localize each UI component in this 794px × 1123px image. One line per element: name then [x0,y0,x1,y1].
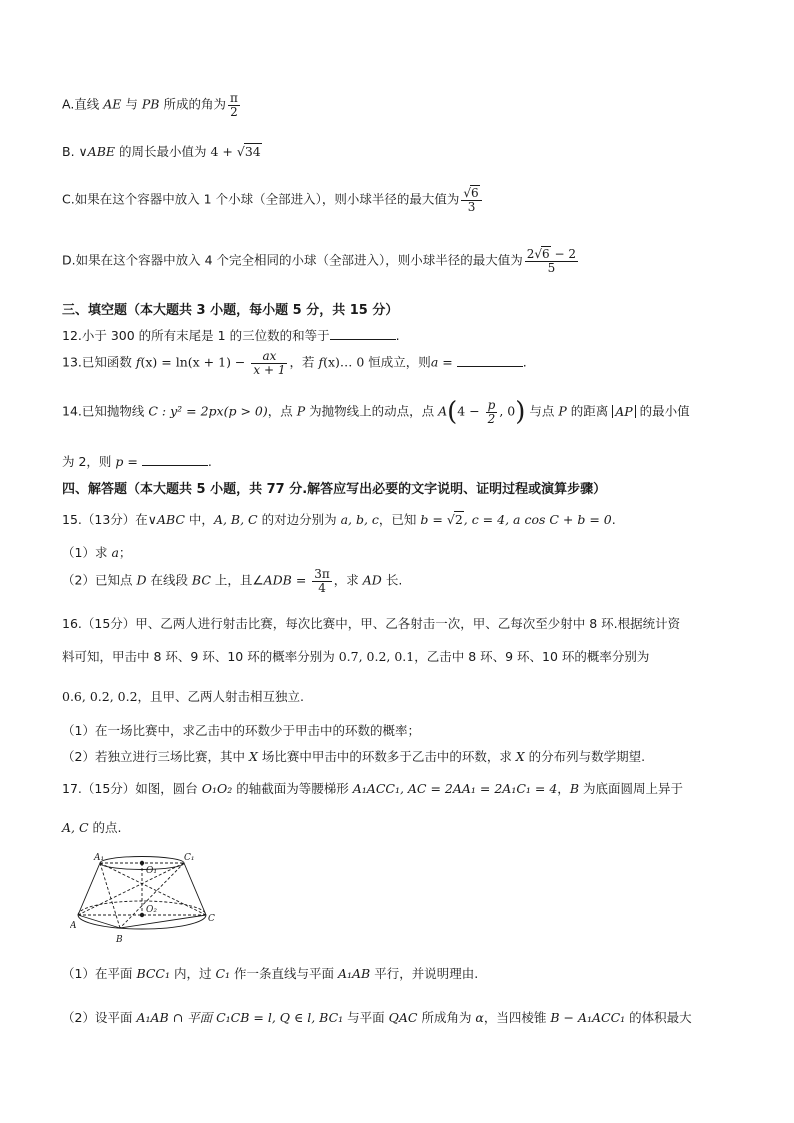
q17-2-mid2: 所成角为 [417,1010,476,1025]
q15-mid3: ，已知 [378,512,421,527]
frustum-o1o2: O₁O₂ [201,781,233,796]
segment-ad: AD [362,572,382,588]
line-ae: AE [103,96,122,112]
q15-1-end: ； [118,545,132,560]
option-b-prefix: B. [62,144,79,159]
triangle-abe: ∨ABE [78,144,116,159]
point-a: A [438,403,448,419]
angle-adb: ADB [263,572,292,588]
q13-post: 恒成立，则 [364,354,431,370]
question-14-line1 [62,397,690,428]
option-b [62,142,262,160]
point-o2 [140,913,144,917]
var-a: a [111,545,119,560]
sqrt-sign: √ [236,144,245,159]
section-3-heading: 三、填空题（本大题共 3 小题，每小题 5 分，共 15 分） [62,303,399,318]
probs-yi: 0.6, 0.2, 0.2 [62,689,138,704]
q14-ppost: , 0 [499,403,516,419]
q14-pre: 14.已知抛物线 [62,403,149,419]
option-d [62,248,580,274]
question-16-part1: （1）在一场比赛中，求乙击中的环数少于甲击中的环数的概率； [62,723,420,738]
q16-post: ，乙击中 8 环、9 环、10 环的概率分别为 [414,649,650,664]
q17-1-mid: 内，过 [170,966,216,981]
frac-den: 5 [547,260,556,275]
segment-bc: BC [191,572,211,588]
question-17-part1 [62,964,478,982]
sqrt-6: 6 [542,247,550,261]
q16-2-post: 的分布列与数学期望. [524,749,646,764]
label-o2: O₂ [146,905,157,915]
point-c1: C₁ [215,966,231,981]
fraction-ax-over-x1 [251,350,287,376]
var-a: a [430,354,439,370]
q15-pre: 15.（13分）在∨ [62,512,157,527]
q15-mid: 中， [184,512,214,527]
q15-2-eq: = [291,572,311,588]
q17-post2: 的点. [88,820,122,835]
q15-1-pre: （1）求 [62,545,112,560]
frac-num: ax [251,350,287,364]
fraction-sqrt6-over-3 [461,187,481,213]
q14-post: 的最小值 [635,403,690,419]
q17-mid: 的轴截面为等腰梯形 [232,781,353,796]
answer-blank [142,454,208,466]
question-17-line1 [62,779,683,797]
sqrt-34: 34 [244,144,261,159]
question-15 [62,510,616,528]
q17-1-post: 平行，并说明理由. [370,966,479,981]
frac-num: π [229,91,238,105]
q16-2-pre: （2）若独立进行三场比赛，其中 [62,749,249,764]
var-x: X [248,749,258,764]
q16-post2: ，且甲、乙两人射击相互独立. [137,689,305,704]
plane-a1ab: A₁AB [337,966,371,981]
var-x: X [515,749,525,764]
q15-mid2: 的对边分别为 [257,512,341,527]
q13-cond: (x)… 0 [323,354,365,370]
frac-num: √6 [461,187,481,201]
q17-2-mid: 与平面 [343,1010,389,1025]
points-ac: A, C [62,820,89,835]
q17-2-post: 的体积最大 [625,1010,692,1025]
q15-2-mid3: ，求 [333,572,363,588]
q17-2-pre: （2）设平面 [62,1010,137,1025]
frac-den: 4 [318,580,326,595]
sides-abc: a, b, c [340,512,379,527]
q15-2-pre: （2）已知点 [62,572,137,588]
question-13 [62,350,527,376]
point-b: B [569,781,579,796]
right-paren: ) [515,397,526,428]
question-15-part2 [62,568,402,594]
func-f: f [135,354,141,370]
var-p: p [115,454,124,469]
q14-eq: = [123,454,142,469]
option-c [62,187,484,213]
q17-pre: 17.（15分）如图，圆台 [62,781,202,796]
cond-rest: , c = 4, a cos C + b = 0 [463,512,612,527]
var-p: P [296,403,306,419]
func-f: f [318,354,324,370]
q14-pre2: 为 2，则 [62,454,116,469]
q15-2-mid2: 上，且∠ [210,572,264,588]
trapezoid-expr: A₁ACC₁, AC = 2AA₁ = 2A₁C₁ = 4 [352,781,558,796]
q13-mid: ，若 [289,354,319,370]
fraction-p-over-2 [486,399,498,425]
answer-blank [457,355,523,367]
frac-den: 3 [467,199,476,214]
label-a: A [70,921,77,931]
option-a-mid: 与 [121,96,142,112]
cond-b: b = [420,512,447,527]
fraction-d [525,248,578,274]
section-4-heading: 四、解答题（本大题共 5 小题，共 77 分.解答应写出必要的文字说明、证明过程或演算步骤） [62,482,607,497]
option-a [62,92,242,118]
question-16-line2 [62,647,649,665]
label-c: C [208,914,215,924]
pyramid-expr: B − A₁ACC₁ [550,1010,626,1025]
label-b: B [116,935,123,945]
point-d: D [136,572,147,588]
q13-end: . [522,354,527,370]
option-d-text: D.如果在这个容器中放入 4 个完全相同的小球（全部进入），则小球半径的最大值为 [62,252,523,268]
q17-2-expr: A₁AB ∩ 平面 C₁CB = l, Q ∈ l, BC₁ [136,1010,344,1025]
q17-mid2: ， [557,781,570,796]
frustum-diagram [70,848,230,952]
option-c-text: C.如果在这个容器中放入 1 个小球（全部进入），则小球半径的最大值为 [62,191,460,207]
sqrt-2: 2 [454,512,463,527]
q16-pre: 料可知，甲击中 8 环、9 环、10 环的概率分别为 [62,649,339,664]
point-o1 [140,861,144,865]
q12-end: . [395,328,400,343]
frac-den: 2 [487,411,496,426]
q15-2-mid: 在线段 [146,572,192,588]
fraction-pi-over-2 [228,92,240,118]
q14-mid4: 的距离 [566,403,613,419]
q15-2-end: 长. [381,572,403,588]
q17-2-mid3: ，当四棱锥 [483,1010,551,1025]
q13-lhs: (x) = ln(x + 1) − [140,354,250,370]
frac-num: p [487,398,496,412]
edge-a1b [100,863,120,928]
q12-text: 12.小于 300 的所有末尾是 1 的三位数的和等于 [62,328,330,343]
angle-alpha: α [475,1010,484,1025]
plane-bcc1: BCC₁ [136,966,170,981]
angles-abc: A, B, C [213,512,258,527]
q13-pre: 13.已知函数 [62,354,136,370]
diag-ac1 [78,863,184,915]
left-paren: ( [447,397,458,428]
line-pb: PB [141,96,160,112]
q14-end: . [207,454,212,469]
num-coef: 2 [526,247,535,261]
question-16-part2 [62,747,645,765]
question-15-part1 [62,543,131,561]
q17-post: 为底面圆周上异于 [579,781,683,796]
label-c1: C₁ [184,853,195,863]
question-17-line2 [62,818,122,836]
var-p: P [558,403,567,419]
fraction-3pi-over-4 [312,568,332,594]
option-a-post: 所成的角为 [159,96,226,112]
question-16-line3 [62,687,304,705]
frac-num: 3π [314,567,330,581]
sqrt-sign: √ [446,512,455,527]
answer-blank [330,328,396,340]
q15-end: . [611,512,616,527]
q14-mid2: 为抛物线上的动点，点 [305,403,439,419]
frac-den: x + 1 [253,362,286,377]
probs-jia: 0.7, 0.2, 0.1 [338,649,415,664]
q14-mid3: 与点 [525,403,559,419]
label-a1: A₁ [94,853,105,863]
q16-2-mid: 场比赛中甲击中的环数多于乙击中的环数，求 [257,749,516,764]
plane-qac: QAC [388,1010,418,1025]
triangle-abc: ABC [156,512,185,527]
q14-ppre: 4 − [457,403,484,419]
parabola-eq: : y² = 2px(p > 0) [157,403,268,419]
q17-1-mid2: 作一条直线与平面 [230,966,338,981]
question-14-line2 [62,452,212,470]
edge-cb [120,915,206,928]
q17-1-pre: （1）在平面 [62,966,137,981]
var-c: C [148,403,158,419]
left-slant [78,863,100,915]
option-b-expr: 4 + [210,144,237,159]
option-b-mid: 的周长最小值为 [115,144,211,159]
q14-mid: ，点 [267,403,297,419]
q13-eq: = [438,354,457,370]
option-a-prefix: A.直线 [62,96,104,112]
label-o1: O₁ [146,866,157,876]
num-minus: − 2 [550,247,577,261]
sqrt-6: 6 [471,186,479,200]
question-17-part2 [62,1008,692,1026]
frac-den: 2 [230,104,238,119]
frac-num: 2√6 − 2 [526,247,577,261]
question-16-line1: 16.（15分）甲、乙两人进行射击比赛，每次比赛中，甲、乙各射击一次，甲、乙每次至少射中 8 环.根据统计资 [62,616,681,631]
question-12 [62,326,400,344]
abs-ap: AP [612,405,635,418]
